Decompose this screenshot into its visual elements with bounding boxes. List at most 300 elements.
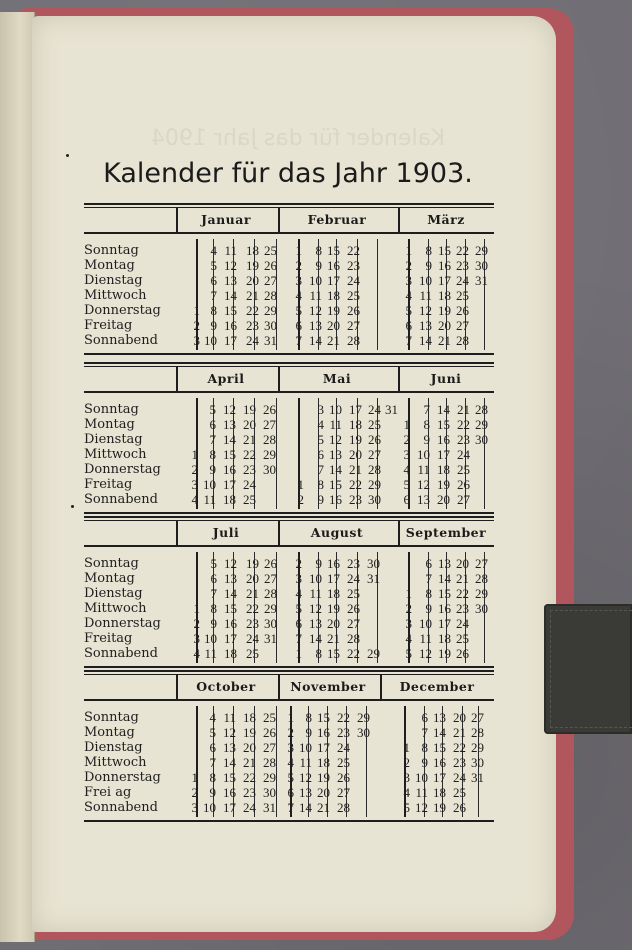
day-number: 6 <box>403 492 410 507</box>
day-number: 28 <box>263 432 276 447</box>
month-name: November <box>290 679 366 694</box>
day-number: 4 <box>287 755 294 770</box>
day-number: 17 <box>433 770 446 785</box>
day-number: 15 <box>437 417 450 432</box>
day-number: 16 <box>433 755 446 770</box>
day-number: 23 <box>349 492 362 507</box>
weekday-label: Mittwoch <box>84 288 147 303</box>
day-number: 20 <box>243 417 256 432</box>
day-number: 11 <box>419 631 432 646</box>
weekday-label: Dienstag <box>84 740 143 755</box>
day-number: 8 <box>315 646 322 661</box>
day-number: 11 <box>417 462 430 477</box>
day-number: 1 <box>405 586 412 601</box>
day-number: 30 <box>475 432 488 447</box>
day-number: 26 <box>263 402 276 417</box>
day-number: 4 <box>403 462 410 477</box>
day-number: 12 <box>309 303 322 318</box>
day-number: 24 <box>347 571 360 586</box>
month-header-rule <box>84 699 494 701</box>
day-number: 8 <box>425 243 432 258</box>
day-number: 27 <box>368 447 381 462</box>
month-header-rule <box>84 391 494 393</box>
day-number: 7 <box>209 432 216 447</box>
day-number: 22 <box>349 477 362 492</box>
weekday-label: Dienstag <box>84 586 143 601</box>
month-name: December <box>399 679 475 694</box>
day-number: 16 <box>437 432 450 447</box>
day-number: 19 <box>433 800 446 815</box>
day-number: 20 <box>438 318 451 333</box>
day-number: 12 <box>223 402 236 417</box>
day-number: 2 <box>297 492 304 507</box>
weekday-label: Sonnabend <box>84 492 158 507</box>
day-number: 14 <box>224 288 237 303</box>
day-number: 14 <box>224 586 237 601</box>
day-number: 23 <box>347 258 360 273</box>
day-number: 25 <box>456 631 469 646</box>
day-number: 7 <box>425 571 432 586</box>
day-number: 3 <box>403 447 410 462</box>
month-name: October <box>196 679 256 694</box>
day-number: 30 <box>263 462 276 477</box>
day-number: 14 <box>299 800 312 815</box>
day-number: 8 <box>315 243 322 258</box>
day-number: 1 <box>405 243 412 258</box>
day-number: 17 <box>223 477 236 492</box>
day-number: 16 <box>327 556 340 571</box>
day-number: 16 <box>327 258 340 273</box>
day-number: 2 <box>405 258 412 273</box>
quarter-top-rule-thin <box>84 674 494 675</box>
day-number: 3 <box>317 402 324 417</box>
quarter-bottom-rule <box>84 666 494 668</box>
day-number: 27 <box>337 785 350 800</box>
left-page-edge <box>0 12 35 942</box>
day-number: 4 <box>295 586 302 601</box>
day-number: 3 <box>287 740 294 755</box>
day-number: 30 <box>475 601 488 616</box>
day-number: 8 <box>209 770 216 785</box>
day-number: 17 <box>438 273 451 288</box>
day-number: 26 <box>347 303 360 318</box>
day-number: 11 <box>309 288 322 303</box>
day-number: 7 <box>209 755 216 770</box>
day-number: 31 <box>471 770 484 785</box>
month-name: Mai <box>322 371 352 386</box>
day-number: 25 <box>456 288 469 303</box>
day-number: 23 <box>457 432 470 447</box>
bleed-through-text: Kalender für das Jahr 1904 <box>150 126 446 151</box>
day-number: 16 <box>224 616 237 631</box>
day-number: 2 <box>193 616 200 631</box>
weekday-label: Freitag <box>84 477 133 492</box>
day-number: 16 <box>223 462 236 477</box>
day-number: 17 <box>223 800 236 815</box>
day-number: 29 <box>264 303 277 318</box>
day-number: 16 <box>438 601 451 616</box>
day-column-divider <box>377 239 378 350</box>
day-number: 6 <box>295 318 302 333</box>
day-number: 11 <box>223 710 236 725</box>
day-number: 17 <box>349 402 362 417</box>
day-number: 2 <box>403 755 410 770</box>
day-number: 24 <box>453 770 466 785</box>
day-number: 6 <box>425 556 432 571</box>
day-number: 2 <box>295 258 302 273</box>
day-number: 6 <box>405 318 412 333</box>
day-number: 7 <box>423 402 430 417</box>
day-number: 25 <box>368 417 381 432</box>
day-number: 7 <box>317 462 324 477</box>
day-number: 27 <box>471 710 484 725</box>
day-number: 14 <box>309 631 322 646</box>
day-number: 1 <box>191 770 198 785</box>
day-number: 8 <box>425 586 432 601</box>
day-number: 9 <box>423 432 430 447</box>
day-number: 8 <box>305 710 312 725</box>
day-number: 23 <box>453 755 466 770</box>
day-number: 22 <box>246 303 259 318</box>
day-number: 24 <box>243 800 256 815</box>
quarter-top-rule <box>84 203 494 205</box>
day-number: 25 <box>453 785 466 800</box>
day-number: 13 <box>299 785 312 800</box>
weekday-label: Dienstag <box>84 432 143 447</box>
quarter-top-rule-thin <box>84 520 494 521</box>
day-number: 26 <box>453 800 466 815</box>
day-number: 10 <box>415 770 428 785</box>
day-number: 19 <box>246 258 259 273</box>
day-number: 25 <box>264 243 277 258</box>
weekday-label: Sonntag <box>84 243 139 258</box>
day-number: 12 <box>329 432 342 447</box>
day-number: 11 <box>415 785 428 800</box>
day-number: 7 <box>295 333 302 348</box>
day-number: 17 <box>327 273 340 288</box>
month-name: August <box>310 525 364 540</box>
day-number: 13 <box>433 710 446 725</box>
quarter-top-rule <box>84 362 494 364</box>
day-number: 27 <box>475 556 488 571</box>
day-number: 23 <box>456 601 469 616</box>
day-number: 18 <box>243 710 256 725</box>
month-name: Juli <box>212 525 240 540</box>
day-number: 28 <box>475 402 488 417</box>
day-number: 14 <box>223 755 236 770</box>
day-number: 17 <box>317 740 330 755</box>
day-number: 5 <box>210 556 217 571</box>
day-number: 19 <box>438 303 451 318</box>
day-number: 5 <box>295 303 302 318</box>
day-number: 24 <box>368 402 381 417</box>
day-number: 5 <box>403 800 410 815</box>
day-number: 24 <box>337 740 350 755</box>
weekday-label: Sonnabend <box>84 646 158 661</box>
day-number: 7 <box>210 288 217 303</box>
day-number: 10 <box>309 273 322 288</box>
day-number: 18 <box>223 492 236 507</box>
day-number: 3 <box>403 770 410 785</box>
day-number: 1 <box>287 710 294 725</box>
weekday-label: Sonntag <box>84 402 139 417</box>
day-number: 31 <box>263 800 276 815</box>
day-number: 18 <box>437 462 450 477</box>
weekday-label: Montag <box>84 417 135 432</box>
day-number: 29 <box>264 601 277 616</box>
page-title: Kalender für das Jahr 1903. <box>103 158 473 189</box>
day-number: 24 <box>347 273 360 288</box>
day-number: 18 <box>246 243 259 258</box>
day-number: 15 <box>223 770 236 785</box>
day-number: 13 <box>419 318 432 333</box>
weekday-label: Donnerstag <box>84 303 161 318</box>
day-number: 18 <box>438 288 451 303</box>
day-number: 4 <box>317 417 324 432</box>
quarter-top-rule-thin <box>84 366 494 367</box>
weekday-label: Donnerstag <box>84 462 161 477</box>
day-number: 28 <box>456 333 469 348</box>
day-number: 19 <box>327 303 340 318</box>
quarter-top-rule-thin <box>84 207 494 208</box>
day-number: 12 <box>223 725 236 740</box>
day-number: 21 <box>457 402 470 417</box>
day-number: 20 <box>349 447 362 462</box>
day-column-divider <box>276 706 277 817</box>
day-number: 20 <box>243 740 256 755</box>
day-number: 22 <box>347 243 360 258</box>
day-number: 16 <box>224 318 237 333</box>
day-number: 2 <box>405 601 412 616</box>
day-number: 31 <box>264 631 277 646</box>
day-number: 15 <box>317 710 330 725</box>
weekday-label: Sonntag <box>84 556 139 571</box>
day-number: 15 <box>327 646 340 661</box>
day-number: 13 <box>309 318 322 333</box>
day-number: 19 <box>438 646 451 661</box>
day-number: 3 <box>405 273 412 288</box>
day-number: 16 <box>317 725 330 740</box>
day-number: 3 <box>405 616 412 631</box>
day-number: 30 <box>475 258 488 273</box>
day-number: 10 <box>329 402 342 417</box>
day-number: 25 <box>347 586 360 601</box>
day-number: 21 <box>243 755 256 770</box>
day-number: 21 <box>246 586 259 601</box>
day-number: 28 <box>347 631 360 646</box>
weekday-label: Donnerstag <box>84 770 161 785</box>
day-number: 13 <box>329 447 342 462</box>
day-number: 20 <box>327 318 340 333</box>
day-number: 26 <box>368 432 381 447</box>
day-number: 30 <box>368 492 381 507</box>
day-number: 27 <box>347 318 360 333</box>
day-number: 5 <box>405 646 412 661</box>
day-number: 17 <box>224 631 237 646</box>
day-number: 5 <box>287 770 294 785</box>
day-number: 4 <box>405 288 412 303</box>
day-number: 23 <box>347 556 360 571</box>
day-number: 22 <box>243 770 256 785</box>
day-number: 9 <box>305 725 312 740</box>
day-number: 4 <box>405 631 412 646</box>
day-number: 16 <box>438 258 451 273</box>
day-number: 23 <box>246 616 259 631</box>
day-number: 18 <box>327 586 340 601</box>
month-header-rule <box>84 545 494 547</box>
day-number: 15 <box>224 303 237 318</box>
day-number: 2 <box>191 785 198 800</box>
day-number: 4 <box>209 710 216 725</box>
day-number: 7 <box>287 800 294 815</box>
weekday-label: Dienstag <box>84 273 143 288</box>
day-number: 26 <box>264 556 277 571</box>
day-number: 13 <box>224 571 237 586</box>
day-number: 4 <box>191 492 198 507</box>
day-number: 15 <box>433 740 446 755</box>
day-number: 10 <box>203 477 216 492</box>
day-number: 18 <box>317 755 330 770</box>
day-number: 27 <box>457 492 470 507</box>
day-number: 14 <box>329 462 342 477</box>
quarter-bottom-rule <box>84 512 494 514</box>
day-number: 9 <box>210 318 217 333</box>
day-number: 21 <box>317 800 330 815</box>
day-number: 7 <box>210 586 217 601</box>
day-number: 4 <box>193 646 200 661</box>
day-number: 11 <box>419 288 432 303</box>
day-number: 14 <box>419 333 432 348</box>
quarter-bottom-rule <box>84 353 494 355</box>
day-number: 9 <box>315 556 322 571</box>
day-number: 15 <box>329 477 342 492</box>
day-number: 31 <box>367 571 380 586</box>
day-number: 20 <box>453 710 466 725</box>
day-number: 20 <box>246 571 259 586</box>
day-number: 2 <box>295 556 302 571</box>
day-number: 1 <box>297 477 304 492</box>
day-number: 25 <box>347 288 360 303</box>
day-number: 10 <box>204 631 217 646</box>
day-number: 26 <box>337 770 350 785</box>
day-number: 28 <box>471 725 484 740</box>
day-number: 21 <box>327 631 340 646</box>
day-number: 29 <box>367 646 380 661</box>
day-number: 10 <box>419 616 432 631</box>
day-number: 18 <box>349 417 362 432</box>
day-number: 24 <box>246 631 259 646</box>
day-number: 10 <box>417 447 430 462</box>
month-name: März <box>427 212 465 227</box>
weekday-label: Montag <box>84 725 135 740</box>
day-number: 11 <box>329 417 342 432</box>
quarter-bottom-rule <box>84 820 494 822</box>
day-number: 9 <box>315 258 322 273</box>
day-number: 20 <box>317 785 330 800</box>
day-number: 24 <box>457 447 470 462</box>
day-number: 19 <box>246 556 259 571</box>
day-number: 2 <box>193 318 200 333</box>
weekday-label: Freitag <box>84 318 133 333</box>
day-number: 27 <box>456 318 469 333</box>
weekday-label: Donnerstag <box>84 616 161 631</box>
quarter-top-rule <box>84 516 494 518</box>
day-number: 19 <box>349 432 362 447</box>
day-number: 22 <box>337 710 350 725</box>
day-number: 29 <box>263 770 276 785</box>
day-number: 14 <box>309 333 322 348</box>
day-number: 12 <box>417 477 430 492</box>
day-number: 22 <box>246 601 259 616</box>
day-number: 9 <box>317 492 324 507</box>
day-number: 28 <box>475 571 488 586</box>
day-number: 28 <box>264 586 277 601</box>
day-number: 11 <box>299 755 312 770</box>
day-number: 21 <box>438 333 451 348</box>
day-number: 27 <box>263 417 276 432</box>
weekday-label: Sonnabend <box>84 333 158 348</box>
day-number: 1 <box>295 646 302 661</box>
day-number: 25 <box>243 492 256 507</box>
day-number: 12 <box>224 556 237 571</box>
day-number: 8 <box>317 477 324 492</box>
day-number: 13 <box>417 492 430 507</box>
day-number: 3 <box>295 571 302 586</box>
month-name: Juni <box>430 371 462 386</box>
day-number: 21 <box>327 333 340 348</box>
day-number: 30 <box>264 318 277 333</box>
day-number: 9 <box>210 616 217 631</box>
day-number: 25 <box>263 710 276 725</box>
day-number: 9 <box>425 601 432 616</box>
month-name: September <box>405 525 487 540</box>
day-number: 15 <box>438 243 451 258</box>
day-number: 31 <box>475 273 488 288</box>
weekday-label: Montag <box>84 258 135 273</box>
day-number: 15 <box>327 243 340 258</box>
day-number: 2 <box>403 432 410 447</box>
day-number: 22 <box>453 740 466 755</box>
weekday-label: Mittwoch <box>84 601 147 616</box>
day-number: 27 <box>263 740 276 755</box>
day-number: 26 <box>347 601 360 616</box>
day-number: 31 <box>264 333 277 348</box>
day-number: 8 <box>421 740 428 755</box>
month-name: Februar <box>307 212 367 227</box>
quarter-top-rule <box>84 670 494 672</box>
day-number: 8 <box>210 303 217 318</box>
day-number: 29 <box>471 740 484 755</box>
day-number: 14 <box>437 402 450 417</box>
day-column-divider <box>276 398 277 509</box>
day-number: 5 <box>209 725 216 740</box>
day-number: 3 <box>295 273 302 288</box>
day-number: 11 <box>204 646 217 661</box>
day-number: 10 <box>419 273 432 288</box>
day-number: 30 <box>263 785 276 800</box>
day-number: 30 <box>264 616 277 631</box>
day-number: 11 <box>224 243 237 258</box>
day-number: 12 <box>415 800 428 815</box>
day-number: 25 <box>246 646 259 661</box>
ink-speck <box>66 154 69 157</box>
day-number: 30 <box>471 755 484 770</box>
day-number: 4 <box>403 785 410 800</box>
day-number: 13 <box>223 417 236 432</box>
day-number: 16 <box>223 785 236 800</box>
day-number: 29 <box>368 477 381 492</box>
day-number: 21 <box>456 571 469 586</box>
